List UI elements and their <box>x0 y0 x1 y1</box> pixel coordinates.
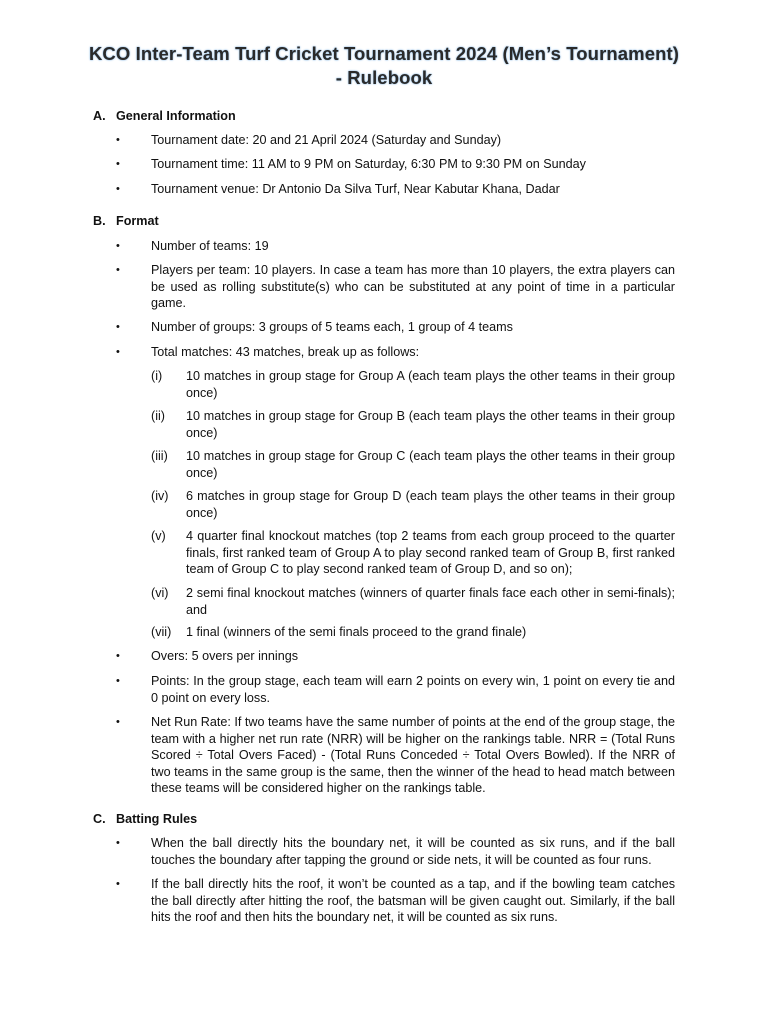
bullet-icon: • <box>116 183 120 195</box>
section-a-heading <box>93 108 236 125</box>
list-item-text: Number of groups: 3 groups of 5 teams each, 1 group of 4 teams <box>151 320 513 334</box>
bullet-icon: • <box>116 240 120 252</box>
list-item-text: When the ball directly hits the boundary net, it will be counted as six runs, and if the ball touches the boundary after tapping the ground or side nets, it will be counted as four runs. <box>151 836 675 867</box>
bullet-icon: • <box>116 158 120 170</box>
section-c-heading <box>93 811 197 828</box>
sub-item-number: (vii) <box>151 625 172 639</box>
list-item-text: Tournament date: 20 and 21 April 2024 (Saturday and Sunday) <box>151 133 502 147</box>
bullet-icon: • <box>116 321 120 333</box>
bullet-icon: • <box>116 650 120 662</box>
list-item-text: Number of teams: 19 <box>151 239 269 253</box>
list-item-text: Tournament time: 11 AM to 9 PM on Saturday, 6:30 PM to 9:30 PM on Sunday <box>151 157 586 171</box>
section-letter: B. <box>93 214 106 228</box>
sub-item-number: (v) <box>151 529 166 543</box>
sub-item-text: 10 matches in group stage for Group B (each team plays the other teams in their group once) <box>186 409 675 440</box>
bullet-icon: • <box>116 264 120 276</box>
title-line-1: KCO Inter-Team Turf Cricket Tournament 2024 (Men’s Tournament) <box>88 43 680 64</box>
bullet-icon: • <box>116 346 120 358</box>
sub-item-text: 1 final (winners of the semi finals proceed to the grand finale) <box>186 625 527 639</box>
section-title: General Information <box>116 109 236 123</box>
list-item-text: Overs: 5 overs per innings <box>151 649 298 663</box>
section-letter: C. <box>93 812 106 826</box>
bullet-icon: • <box>116 134 120 146</box>
section-title: Batting Rules <box>116 812 198 826</box>
sub-item-number: (iii) <box>151 449 168 463</box>
bullet-icon: • <box>116 675 120 687</box>
list-item-text: Points: In the group stage, each team will earn 2 points on every win, 1 point on every tie and 0 point on every loss. <box>151 674 675 705</box>
bullet-icon: • <box>116 837 120 849</box>
list-item-text: Players per team: 10 players. In case a team has more than 10 players, the extra players can be used as rolling substitute(s) who can be substituted at any point of time in a particular game. <box>151 263 675 311</box>
section-letter: A. <box>93 109 106 123</box>
sub-item-text: 10 matches in group stage for Group C (each team plays the other teams in their group once) <box>186 449 675 480</box>
sub-item-text: 6 matches in group stage for Group D (each team plays the other teams in their group once) <box>186 489 675 520</box>
list-item-text: Total matches: 43 matches, break up as follows: <box>151 345 420 359</box>
section-title: Format <box>116 214 159 228</box>
sub-item-text: 2 semi final knockout matches (winners of quarter finals face each other in semi-finals); and <box>186 586 675 617</box>
section-b-heading <box>93 213 159 230</box>
sub-item-number: (i) <box>151 369 163 383</box>
title-line-2: - Rulebook <box>335 67 433 88</box>
sub-item-number: (ii) <box>151 409 165 423</box>
sub-item-number: (vi) <box>151 586 169 600</box>
list-item-text: Net Run Rate: If two teams have the same number of points at the end of the group stage, the team with a higher net run rate (NRR) will be higher on the rankings table. NRR = (Total Runs Scored ÷ Total Overs Faced) - (Total Runs Conceded ÷ Total Overs Bowled). If the NRR of two teams in the same group is the same, then the winner of the head to head match between these teams will be considered higher on the rankings table. <box>151 715 675 796</box>
bullet-icon: • <box>116 878 120 890</box>
sub-item-text: 10 matches in group stage for Group A (each team plays the other teams in their group once) <box>186 369 675 400</box>
bullet-icon: • <box>116 716 120 728</box>
sub-item-text: 4 quarter final knockout matches (top 2 teams from each group proceed to the quarter finals, first ranked team of Group A to play second ranked team of Group B, first ranked team of Group C to play second ranked team of Group D, and so on); <box>186 529 675 577</box>
sub-item-number: (iv) <box>151 489 169 503</box>
list-item-text: Tournament venue: Dr Antonio Da Silva Turf, Near Kabutar Khana, Dadar <box>151 182 560 196</box>
list-item-text: If the ball directly hits the roof, it won’t be counted as a tap, and if the bowling team catches the ball directly after hitting the roof, the batsman will be given caught out. Similarly, if the ball hits the roof and then hits the boundary net, it will be counted as six runs. <box>151 877 675 925</box>
document-title <box>60 42 708 90</box>
